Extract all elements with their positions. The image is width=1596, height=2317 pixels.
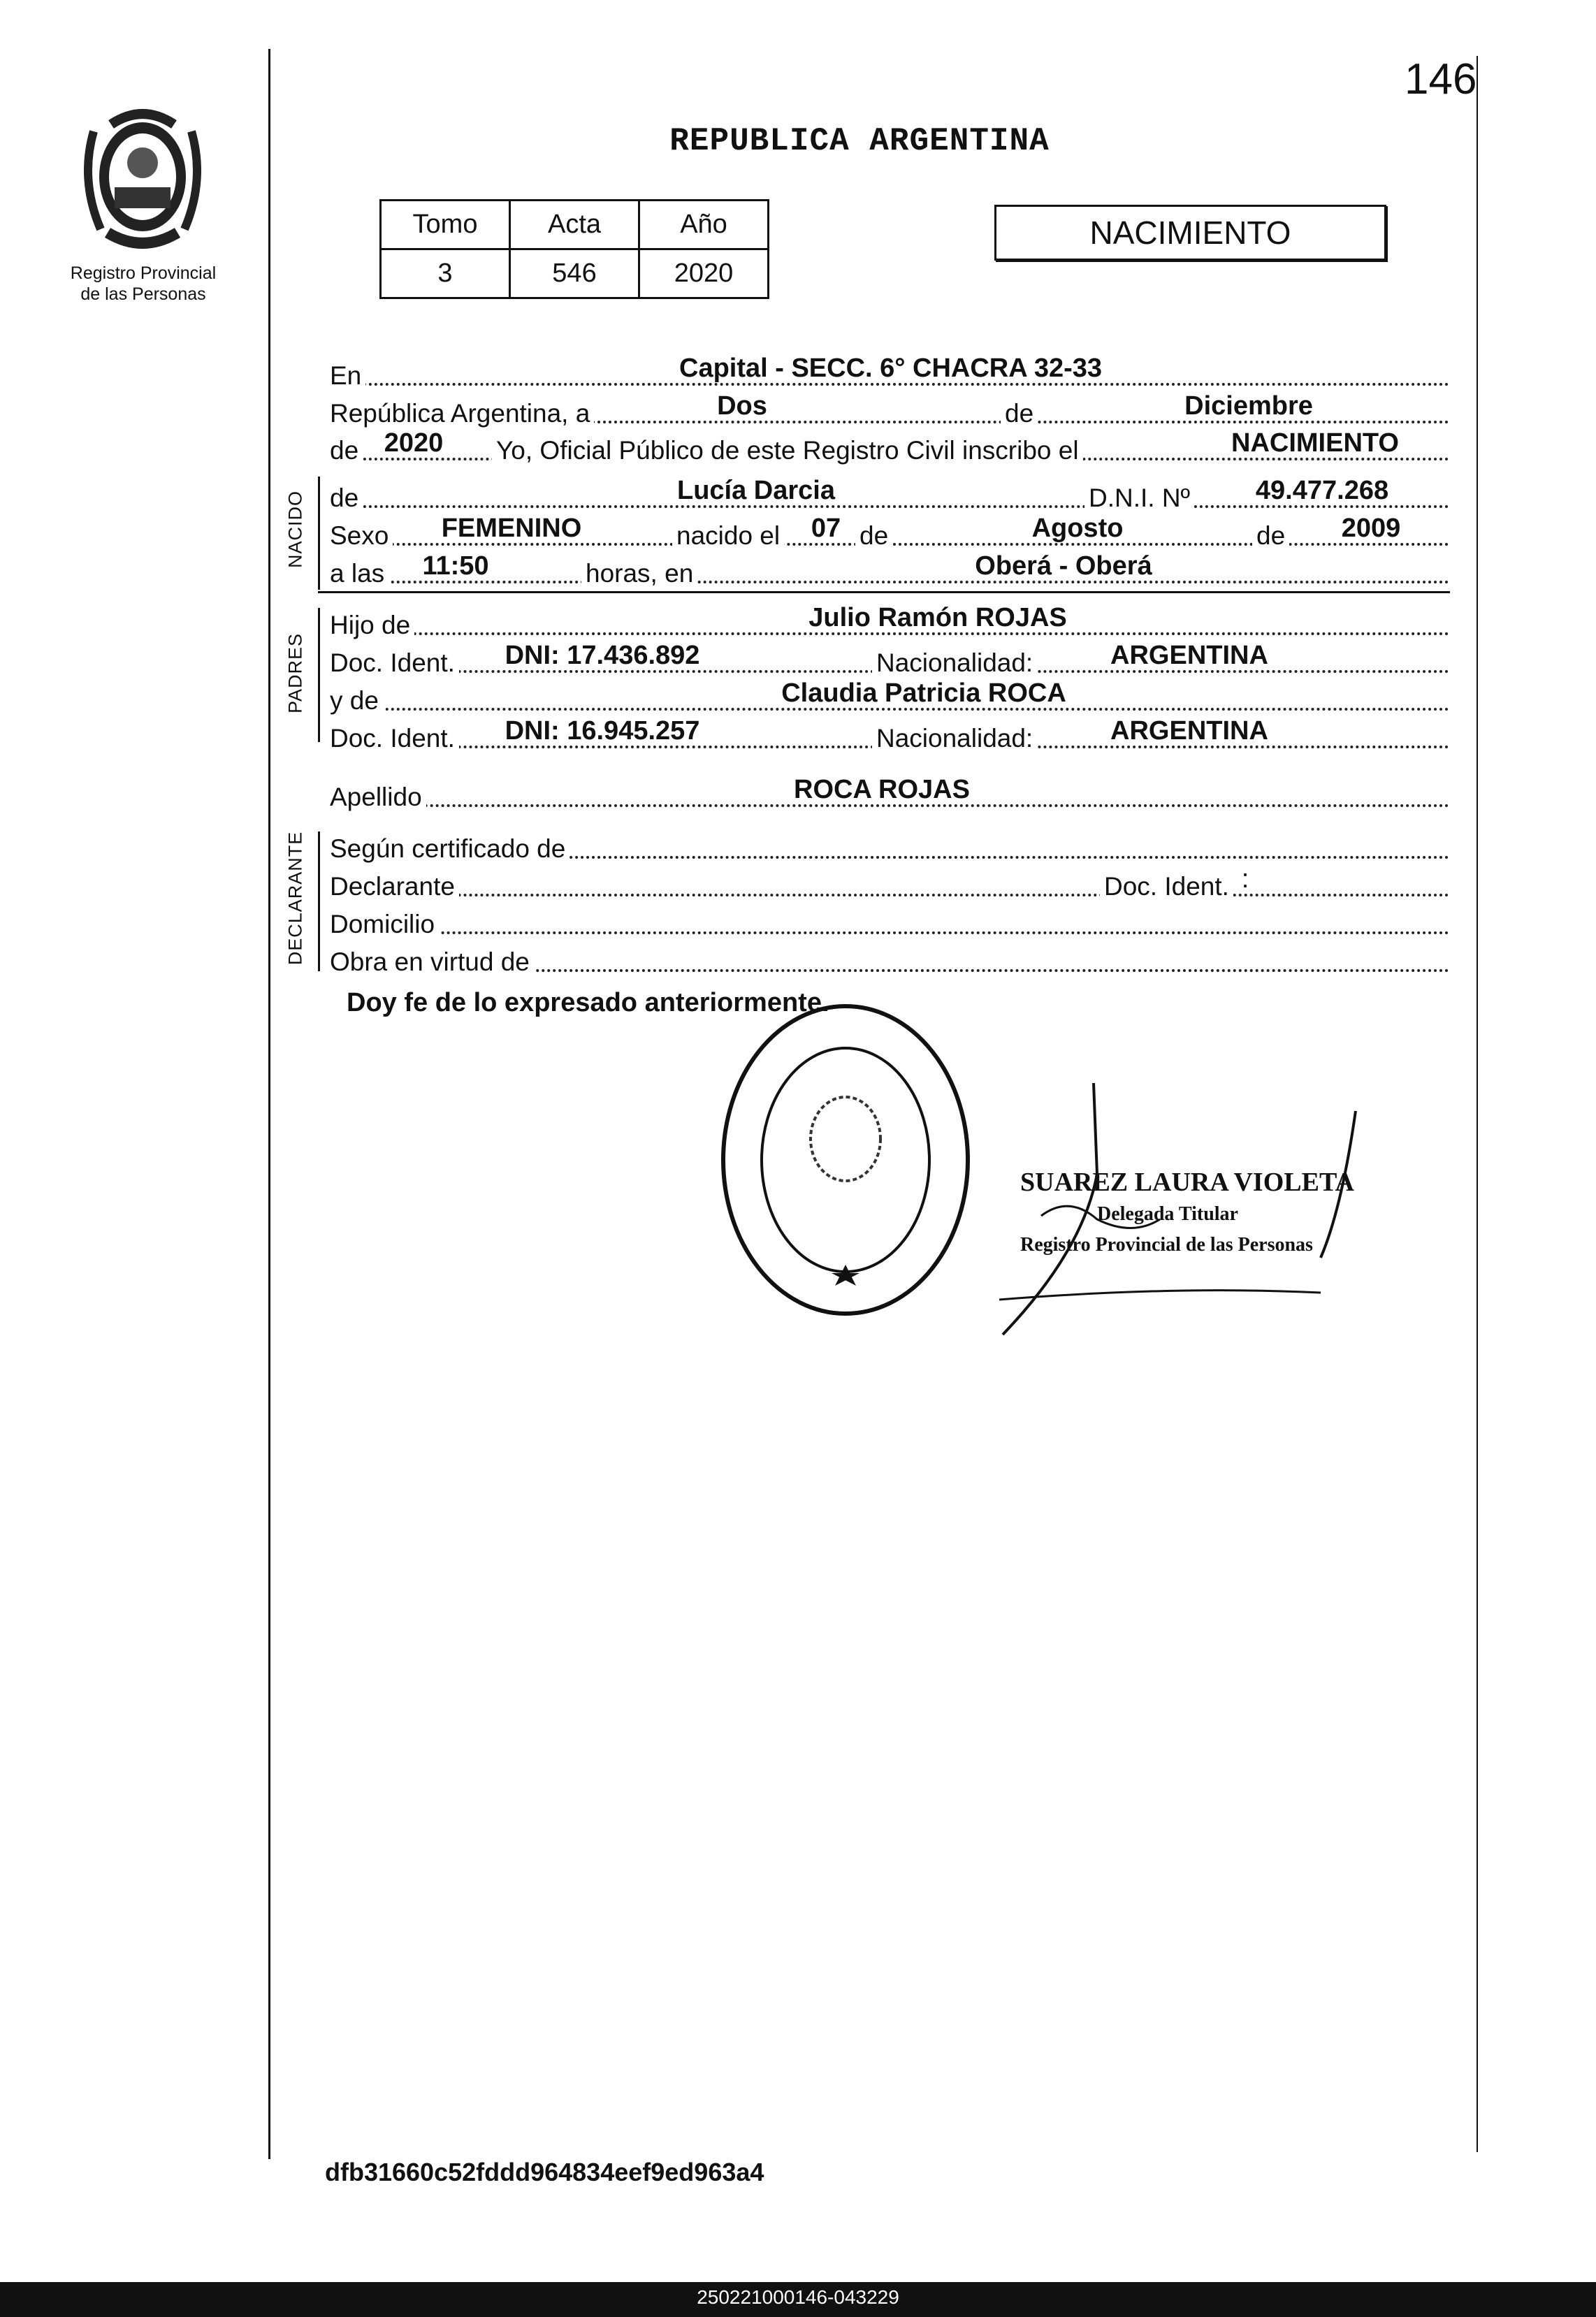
- apellido-row: [330, 774, 1449, 812]
- apellido-label: Apellido: [330, 783, 426, 812]
- mes-nacimiento: Agosto: [1031, 514, 1124, 543]
- lugar-inscripcion: Capital - SECC. 6° CHACRA 32-33: [679, 354, 1103, 383]
- declarante-row-domicilio: [330, 901, 1449, 939]
- nacido-row-sexo: [330, 513, 1449, 551]
- inscribo-value: NACIMIENTO: [1231, 428, 1399, 458]
- declarante-section-label: DECLARANTE: [284, 831, 306, 966]
- dia-inscripcion: Dos: [717, 391, 767, 421]
- intro-row-en: [330, 353, 1449, 391]
- record-table: [379, 199, 769, 299]
- alas-label: a las: [330, 559, 389, 588]
- padre-nacionalidad: ARGENTINA: [1110, 641, 1268, 670]
- padres-row-padre: [330, 602, 1449, 640]
- nacionalidad-label: Nacionalidad:: [872, 648, 1037, 678]
- sexo-label: Sexo: [330, 521, 393, 551]
- madre-doc: DNI: 16.945.257: [505, 716, 700, 746]
- padres-row-madre-doc: [330, 716, 1449, 753]
- acta-header: Acta: [510, 201, 639, 249]
- record-type-box: NACIMIENTO: [994, 205, 1386, 261]
- y-de-label: y de: [330, 686, 383, 716]
- de-label-3: de: [1252, 521, 1289, 551]
- nombre-nacido: Lucía Darcia: [677, 476, 835, 505]
- de-label: de: [330, 484, 363, 513]
- declarante-label: Declarante: [330, 872, 459, 901]
- dni-label: D.N.I. Nº: [1084, 484, 1194, 513]
- de-label-2: de: [855, 521, 892, 551]
- declarante-bar: [318, 831, 320, 971]
- de-label: de: [1001, 399, 1038, 428]
- apellido-value: ROCA ROJAS: [794, 775, 970, 804]
- dia-nacimiento: 07: [811, 514, 841, 543]
- acta-value: 546: [510, 249, 639, 298]
- doc-ident-label: Doc. Ident.: [330, 648, 459, 678]
- nacido-row-nombre: [330, 475, 1449, 513]
- dni-nacido: 49.477.268: [1255, 476, 1389, 505]
- doc-ident-label: Doc. Ident.: [330, 724, 459, 753]
- signature-org: Registro Provincial de las Personas: [1020, 1234, 1313, 1256]
- org-name: [42, 263, 245, 305]
- en-label: En: [330, 361, 365, 391]
- padres-row-padre-doc: [330, 640, 1449, 678]
- lugar-nacimiento: Oberá - Oberá: [975, 551, 1152, 581]
- republica-label: República Argentina, a: [330, 399, 594, 428]
- intro-row-anio: [330, 428, 1449, 465]
- nacido-section-label: NACIDO: [284, 491, 306, 569]
- padre-doc: DNI: 17.436.892: [505, 641, 700, 670]
- nacido-el-label: nacido el: [672, 521, 784, 551]
- signature-role: Delegada Titular: [1097, 1203, 1238, 1225]
- dotted-leader: [330, 894, 1449, 896]
- madre-nombre: Claudia Patricia ROCA: [781, 678, 1066, 708]
- anio-header: Año: [639, 201, 769, 249]
- anio-nacimiento: 2009: [1341, 514, 1401, 543]
- doc-ident-label: Doc. Ident.: [1100, 872, 1233, 901]
- right-margin-line: [1477, 56, 1478, 2152]
- declarante-doc: :: [1241, 864, 1249, 894]
- left-margin-line: [268, 49, 270, 2159]
- hijo-de-label: Hijo de: [330, 611, 414, 640]
- tomo-value: 3: [381, 249, 510, 298]
- mes-inscripcion: Diciembre: [1184, 391, 1313, 421]
- tomo-header: Tomo: [381, 201, 510, 249]
- signature-name: SUAREZ LAURA VIOLETA: [1020, 1168, 1354, 1197]
- anio-inscripcion: 2020: [384, 428, 444, 458]
- footer-barcode-text: 250221000146-043229: [697, 2286, 899, 2308]
- nacido-bar: [318, 477, 320, 590]
- sexo-value: FEMENINO: [441, 514, 582, 543]
- padres-row-madre: [330, 678, 1449, 716]
- padres-section-label: PADRES: [284, 632, 306, 714]
- signature-block: [992, 1069, 1384, 1349]
- yo-label: Yo, Oficial Público de este Registro Civil inscribo el: [492, 436, 1083, 465]
- hora-nacimiento: 11:50: [422, 551, 489, 581]
- org-name-line1: Registro Provincial: [70, 263, 217, 283]
- nacionalidad-label: Nacionalidad:: [872, 724, 1037, 753]
- org-name-line2: de las Personas: [80, 284, 206, 304]
- document-hash: dfb31660c52fddd964834eef9ed963a4: [325, 2158, 764, 2186]
- declarante-row-obra: [330, 939, 1449, 977]
- obra-en-virtud-label: Obra en virtud de: [330, 947, 534, 977]
- domicilio-label: Domicilio: [330, 910, 439, 939]
- de2-label: de: [330, 436, 363, 465]
- official-seal-stamp: [713, 999, 978, 1321]
- dotted-leader: [330, 931, 1449, 934]
- page-number: 146: [1405, 55, 1477, 103]
- horas-en-label: horas, en: [581, 559, 697, 588]
- madre-nacionalidad: ARGENTINA: [1110, 716, 1268, 746]
- padres-bar: [318, 608, 320, 742]
- doy-fe-text: Doy fe de lo expresado anteriormente.: [347, 988, 829, 1017]
- declarante-row-nombre: [330, 864, 1449, 901]
- intro-row-fecha: [330, 391, 1449, 428]
- anio-value: 2020: [639, 249, 769, 298]
- nacido-row-hora: [330, 551, 1449, 588]
- padre-nombre: Julio Ramón ROJAS: [808, 603, 1067, 632]
- nacido-separator: [318, 591, 1450, 593]
- segun-certificado-label: Según certificado de: [330, 834, 570, 864]
- document-title: REPUBLICA ARGENTINA: [669, 123, 1050, 159]
- declarante-row-segun: [330, 826, 1449, 864]
